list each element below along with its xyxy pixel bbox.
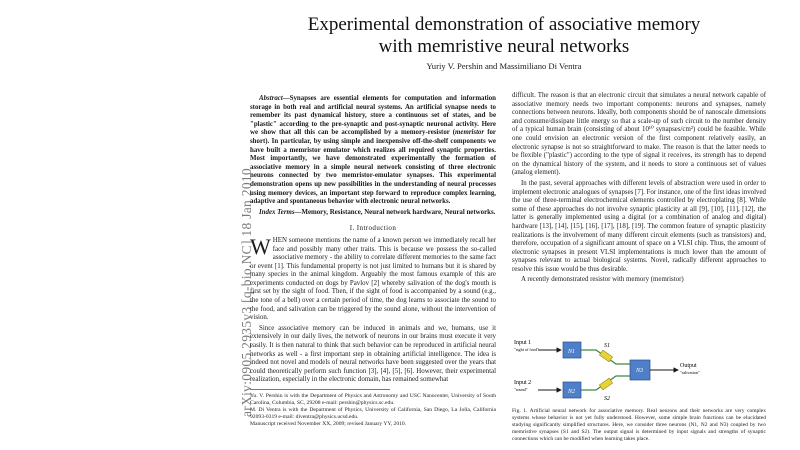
paper-page: [230, 0, 778, 450]
neuron-n3-label: N3: [636, 368, 644, 374]
abstract-text-2: for short). In particular, by using simple and inexpensive off-the-shelf components we have built a memristor emulator which realizes all required synaptic properties. Most importantly, we have demonstrated experimentally the formation of associative memory in a simple neural network consisting of three electronic neurons connected by two memristor-emulator synapses. This experimental demonstration opens up new possibilities in the understanding of neural processes using memory devices, an important step forward to reproduce complex learning, adaptive and spontaneous behavior with electronic neural networks.: [250, 129, 496, 206]
synapse-s1: [599, 350, 612, 362]
abstract: [250, 95, 496, 207]
right-column: [512, 92, 766, 287]
authors: Yuriy V. Pershin and Massimiliano Di Ventra: [426, 61, 582, 71]
paper-title-line-1: Experimental demonstration of associative memory: [307, 14, 701, 35]
abstract-label: Abstract: [259, 95, 283, 102]
output-label: Output: [680, 363, 697, 369]
abstract-term: memristor: [455, 129, 485, 137]
input-1-label: Input 1: [514, 340, 532, 346]
index-terms: [250, 209, 496, 218]
right-paragraph-1: difficult. The reason is that an electronic circuit that simulates a neural network capable of associative memory needs two important components: neurons and synapses, namely connections between neurons. Ideally, both components should be of nanoscale dimensions and consume/dissipate little energy so that a scale-up of such circuit to the number density of a typical human brain (consisting of about 10¹⁰ synapses/cm²) could be feasible. While one could envision an electronic version of the first component relatively easily, an electronic synapse is not so straightforward to make. The reason is that the latter needs to be flexible ("plastic") according to the type of signal it receives, its strength has to depend on the dynamical history of the system, and it needs to store a continuous set of values (analog element).: [512, 92, 766, 177]
caption-label: Fig. 1.: [512, 408, 528, 414]
left-column: [250, 95, 496, 428]
intro-text-1: HEN someone mentions the name of a known person we immediately recall her face and possibly many other traits. This is because we possess the so-called associative memory - the ability to correlate different memories to the same fact or event [1]. This fundamental property is not just limited to humans but it is shared by many species in the animal kingdom. Arguably the most famous example of this are experiments conducted on dogs by Pavlov [2] whereby salivation of the dog's mouth is first set by the sight of food. Then, if the sight of food is accompanied by a sound (e.g., the tone of a bell) over a certain period of time, the dog learns to associate the sound to the food, and salivation can be triggered by the sound alone, without the intervention of vision.: [250, 236, 496, 322]
left-margin: [0, 0, 230, 450]
synapse-s2-label: S2: [604, 396, 610, 402]
footnotes: [250, 389, 496, 428]
output-sub: "salivation": [680, 370, 700, 375]
synapse-s2: [599, 378, 612, 390]
abstract-text: —Synapses are essential elements for computation and information storage in both real and artificial neural systems. An artificial synapse needs to remember its past dynamical history, store a continuous set of states, and be "plastic" according to the pre-synaptic and post-synaptic neuronal activity. Here we show that all this can be accomplished by a memory-resistor (: [250, 95, 496, 137]
intro-paragraph-2: Since associative memory can be induced in animals and we, humans, use it extensively in our daily lives, the network of neurons in our brains must execute it very easily. It is then natural to think that such behavior can be reproduced in artificial neural networks as well - a first important step in obtaining artificial intelligence. The idea is indeed not novel and models of neural networks have been suggested over the years that could theoretically perform such function [3], [4], [5], [6]. However, their experimental realization, especially in the electronic domain, has remained somewhat: [250, 324, 496, 384]
synapse-s1-label: S1: [604, 343, 610, 349]
index-terms-text: —Memory, Resistance, Neural network hardware, Neural networks.: [294, 208, 496, 216]
right-margin: [778, 0, 800, 450]
footnote-2: M. Di Ventra is with the Department of Physics, University of California, San Diego, La Jolla, California 92093-0319 e-mail: diventra@physics.ucsd.edu.: [250, 407, 496, 420]
footnote-1: Yu. V. Pershin is with the Department of Physics and Astronomy and USC Nanocenter, University of South Carolina, Columbia, SC, 29208 e-mail: pershin@physics.sc.edu.: [250, 393, 496, 406]
figure-caption: [512, 408, 766, 443]
section-heading: I. Introduction: [349, 224, 397, 233]
neuron-n1-label: N1: [568, 349, 576, 355]
input-1-sub: "sight of food": [514, 347, 539, 352]
paper-title-line-2: with memristive neural networks: [378, 36, 630, 57]
index-terms-label: Index Terms: [259, 208, 295, 216]
intro-paragraph-1: [250, 233, 496, 323]
footnote-3: Manuscript received November XX, 2009; revised January YY, 2010.: [250, 421, 407, 427]
right-paragraph-2: In the past, several approaches with different levels of abstraction were used in order to implement electronic analogues of synapses [7]. For instance, one of the first ideas involved the use of three-terminal electrochemical elements controlled by electroplating [8]. While some of these approaches do not involve synaptic plasticity at all [9], [10], [11], [12], the latter is generally implemented using a digital (or a combination of analog and digital) hardware [13], [14], [15], [16], [17], [18], [19]. The common feature of synaptic plasticity realizations is the involvement of many different circuit elements (such as transistors) and, therefore, occupation of a significant amount of space on a VLSI chip. Thus, the amount of electronic synapses in present VLSI implementations is much lower than the amount of synapses relevant to actual biological systems. Novel, radically different approaches to resolve this issue would be thus desirable.: [512, 179, 766, 273]
input-2-label: Input 2: [514, 380, 532, 386]
caption-text: Artificial neural network for associative memory. Real neurons and their networks are very complex systems whose behavior is not yet fully understood. However, some simple brain functions can be elucidated studying significantly simplified structures. Here, we consider three neurons (N1, N2 and N3) coupled by two memristive synapses (S1 and S2). The output signal is determined by input signals and strengths of synaptic connections which can be modified when learning takes place.: [512, 408, 766, 442]
figure-neural-network: [512, 330, 766, 406]
input-2-sub: "sound": [514, 387, 528, 392]
drop-cap: W: [250, 233, 271, 259]
right-paragraph-3: A recently demonstrated resistor with memory (memristor): [521, 276, 684, 284]
neuron-n2-label: N2: [568, 389, 576, 395]
arxiv-identifier: arXiv:0905.2935v3 [q-bio.NC] 18 Jan 2010: [239, 168, 254, 417]
